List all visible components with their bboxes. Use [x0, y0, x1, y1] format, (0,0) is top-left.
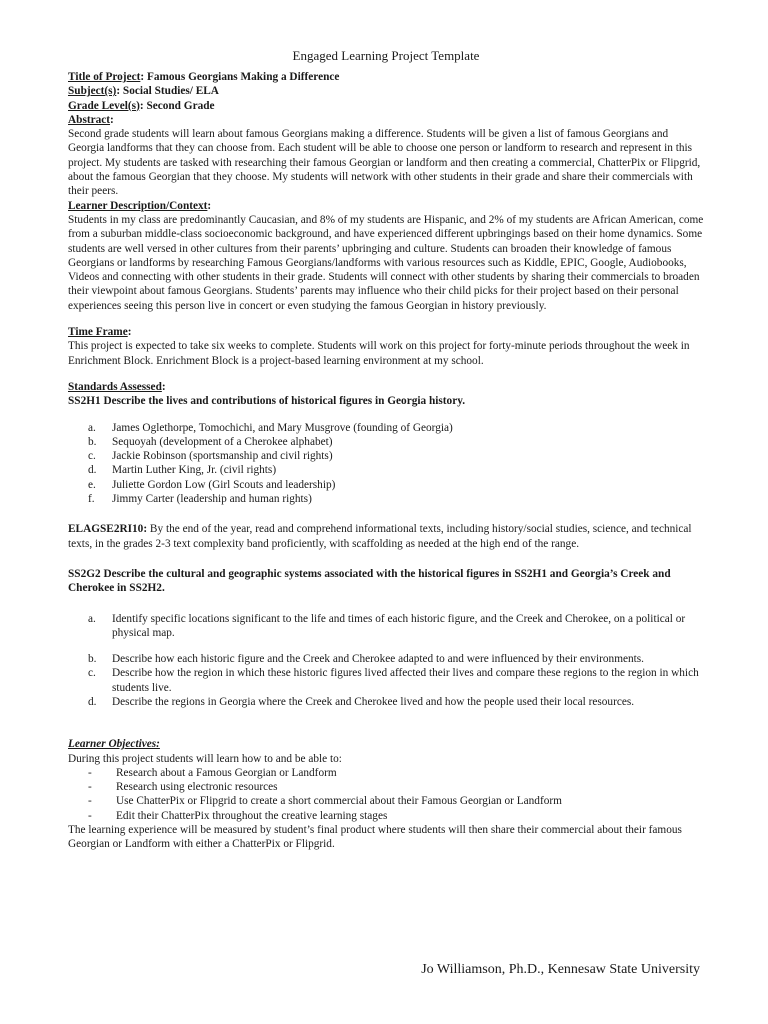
learner-label: Learner Description/Context	[68, 199, 208, 212]
objectives-heading: Learner Objectives:	[68, 738, 160, 751]
timeframe-label: Time Frame	[68, 326, 128, 339]
objectives-intro: During this project students will learn how to and be able to:	[68, 752, 342, 765]
grade-value: Second Grade	[146, 99, 215, 112]
list-item: a. James Oglethorpe, Tomochichi, and Mary Musgrove (founding of Georgia)	[88, 421, 453, 434]
list-item: c. Jackie Robinson (sportsmanship and civil rights)	[88, 450, 333, 463]
document-title: Engaged Learning Project Template	[292, 48, 480, 63]
list-item: d. Martin Luther King, Jr. (civil rights)	[88, 464, 277, 477]
list-item: e. Juliette Gordon Low (Girl Scouts and leadership)	[88, 478, 336, 491]
list-item: - Edit their ChatterPix throughout the creative learning stages	[88, 809, 388, 822]
list-item: c. Describe how the region in which these historic figures lived affected their lives and compare these regions to the region in which students live.	[88, 667, 699, 694]
grade-label: Grade Level(s)	[68, 99, 140, 112]
elagse-text: By the end of the year, read and comprehend informational texts, including history/social studies, science, and technical texts, in the grades 2-3 text complexity band proficiently, with scaffolding as needed at the high end of the range.	[68, 523, 692, 550]
abstract-text: Second grade students will learn about famous Georgians making a difference. Students will be given a list of famous Georgians and Georgia landforms that they can choose from. Each student will be able to choose one person or landform to research and represent in this project. My students are tasked with researching their famous Georgian or landform and then creating a commercial, ChatterPix or Flipgrid, about the famous Georgian that they choose. My students will network with other students in their grade and share their commercials with their peers.	[68, 128, 701, 198]
document-page	[68, 48, 704, 852]
objectives-closing: The learning experience will be measured by student’s final product where students will then share their commercial about their famous Georgian or Landform with either a ChatterPix or Flipgrid.	[68, 824, 682, 851]
grade-line: Grade Level(s): Second Grade	[68, 99, 215, 112]
objectives-list	[68, 766, 704, 823]
standards-heading: Standards Assessed:	[68, 380, 166, 393]
list-item: f. Jimmy Carter (leadership and human rights)	[88, 493, 312, 506]
abstract-heading: Abstract:	[68, 113, 114, 126]
footer-attribution: Jo Williamson, Ph.D., Kennesaw State University	[421, 962, 700, 977]
ss2h1-standard: SS2H1 Describe the lives and contributions of historical figures in Georgia history.	[68, 395, 466, 408]
list-item: - Research using electronic resources	[88, 781, 278, 794]
subject-value: Social Studies/ ELA	[122, 85, 219, 98]
ss2g2-standard: SS2G2 Describe the cultural and geographic systems associated with the historical figures in SS2H1 and Georgia’s Creek and Cherokee in SS2H2.	[68, 567, 671, 595]
project-title-line: Title of Project: Famous Georgians Making a Difference	[68, 71, 340, 83]
abstract-label: Abstract	[68, 113, 111, 126]
elagse-code: ELAGSE2RI10:	[68, 523, 148, 536]
list-item: - Research about a Famous Georgian or Landform	[88, 766, 337, 779]
project-title-label: Title of Project	[68, 71, 141, 83]
timeframe-text: This project is expected to take six weeks to complete. Students will work on this project for forty-minute periods throughout the week in Enrichment Block. Enrichment Block is a project-based learning environment at my school.	[68, 340, 690, 367]
ss2g2-list	[68, 612, 704, 710]
elagse-standard	[68, 522, 704, 551]
learner-text: Students in my class are predominantly Caucasian, and 8% of my students are Hispanic, and 2% of my students are African American, come from a suburban middle-class socioeconomic background, and have experienced different upbringings based on their home dynamics. Some students are well versed in other cultures from their parents’ upbringing and culture. Students can broaden their knowledge of famous Georgians or landforms by researching Famous Georgians/landforms with various resources such as Kiddle, EPIC, Google, Audiobooks, Videos and connecting with other students in their grade. Students will connect with other students by sharing their commercials to broaden their viewpoint about famous Georgians. Students’ parents may influence who their child picks for their project based on their personal experiences seeing this person live in concert or even studying the famous Georgian in history previously.	[68, 213, 704, 312]
timeframe-heading: Time Frame:	[68, 326, 132, 339]
list-item: b. Describe how each historic figure and the Creek and Cherokee adapted to and were influenced by their environments.	[88, 653, 645, 666]
list-item: - Use ChatterPix or Flipgrid to create a short commercial about their Famous Georgian or Landform	[88, 795, 562, 808]
list-item: d. Describe the regions in Georgia where the Creek and Cherokee lived and how the people used their local resources.	[88, 695, 635, 708]
subject-line: Subject(s): Social Studies/ ELA	[68, 85, 219, 98]
project-title-value: Famous Georgians Making a Difference	[146, 71, 340, 83]
list-item: b. Sequoyah (development of a Cherokee alphabet)	[88, 435, 333, 448]
subject-label: Subject(s)	[68, 85, 117, 98]
list-item: a. Identify specific locations significant to the life and times of each historic figure, and the Creek and Cherokee, on a political or physical map.	[88, 612, 686, 639]
standards-label: Standards Assessed	[68, 380, 162, 393]
learner-heading: Learner Description/Context:	[68, 199, 212, 212]
ss2h1-list	[68, 421, 704, 507]
